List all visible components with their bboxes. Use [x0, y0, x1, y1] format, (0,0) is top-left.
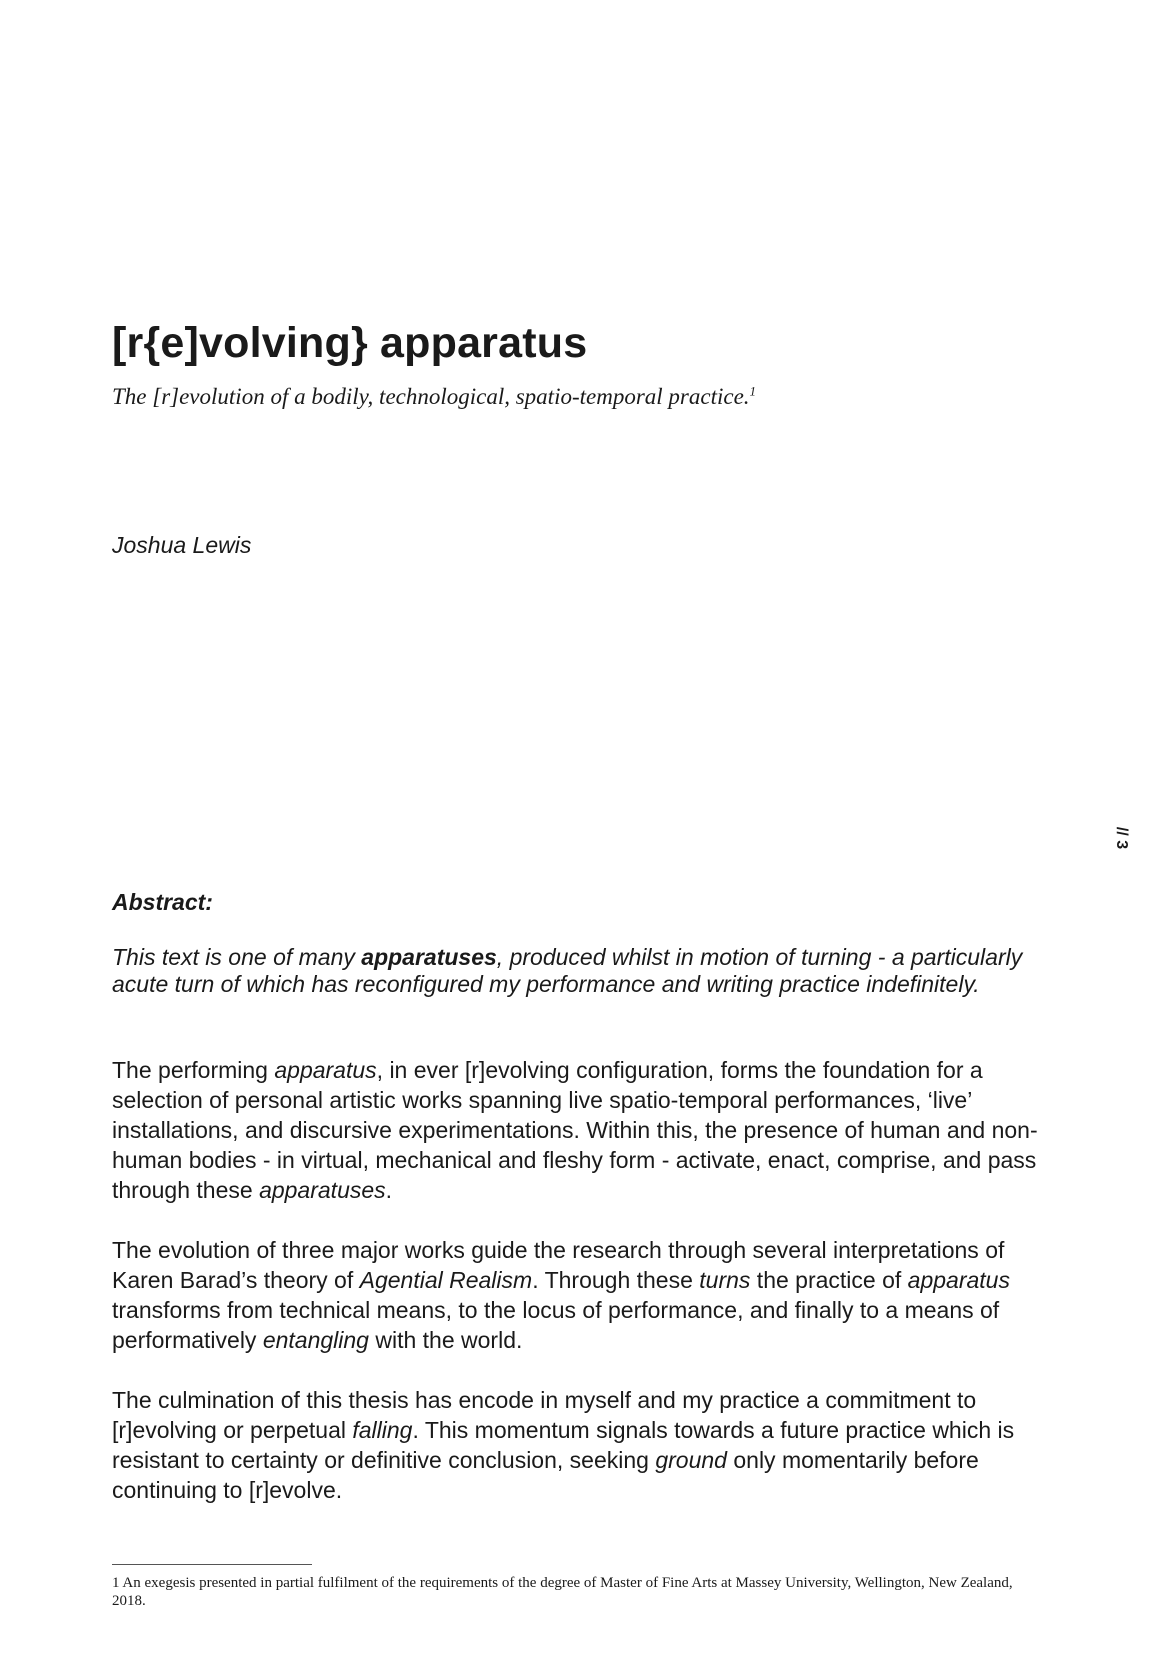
paragraph-text: transforms from technical means, to the locus of performance, and finally to a means of performatively — [112, 1297, 1000, 1353]
paragraph-emphasis: apparatus — [274, 1057, 377, 1083]
footnote-divider — [112, 1564, 312, 1565]
footnote: 1 An exegesis presented in partial fulfilment of the requirements of the degree of Master of Fine Arts at Massey University, Wellington, New Zealand, 2018. — [112, 1575, 1013, 1609]
paragraph-emphasis: apparatuses — [259, 1177, 386, 1203]
paragraph-emphasis: ground — [655, 1447, 727, 1473]
page-title: [r{e]volving} apparatus — [112, 319, 588, 367]
paragraph-text: The performing — [112, 1057, 275, 1083]
abstract-intro — [112, 944, 1072, 998]
paragraph-text: The evolution of three major works guide the research through several interpretations of Karen Barad’s theory of — [112, 1237, 1005, 1293]
intro-text: , produced whilst in motion of turning - a particularly acute turn of which has reconfigured my performance and writing practice indefinitely. — [112, 944, 1023, 997]
abstract-paragraph-3 — [112, 1385, 1072, 1505]
paragraph-text: , in ever [r]evolving configuration, forms the foundation for a selection of personal artistic works spanning live spatio-temporal performances, ‘live’ installations, and discursive experimentations. Within this, the presence of human and non-human bodies - in virtual, mechanical and fleshy form - activate, enact, comprise, and pass through these — [112, 1057, 1038, 1203]
paragraph-text: the practice of — [750, 1267, 908, 1293]
paragraph-emphasis: apparatus — [907, 1267, 1010, 1293]
paragraph-emphasis: entangling — [262, 1327, 369, 1353]
paragraph-text: The culmination of this thesis has encode in myself and my practice a commitment to [r]evolving or perpetual — [112, 1387, 977, 1443]
page-number: // 3 — [1113, 826, 1130, 850]
abstract-heading: Abstract: — [112, 889, 213, 915]
abstract-paragraph-1 — [112, 1055, 1072, 1205]
intro-text: This text is one of many — [112, 944, 362, 970]
paragraph-emphasis: Agential Realism — [359, 1267, 533, 1293]
paragraph-text: with the world. — [368, 1327, 523, 1353]
paragraph-text: only momentarily before continuing to [r]evolve. — [112, 1447, 979, 1503]
paragraph-emphasis: falling — [352, 1417, 413, 1443]
subtitle — [112, 383, 756, 411]
abstract-paragraph-2 — [112, 1235, 1072, 1355]
subtitle-text: The [r]evolution of a bodily, technological, spatio-temporal practice. — [112, 384, 750, 409]
paragraph-emphasis: turns — [699, 1267, 751, 1293]
paragraph-text: . — [385, 1177, 393, 1203]
paragraph-text: . This momentum signals towards a future practice which is resistant to certainty or definitive conclusion, seeking — [112, 1417, 1015, 1473]
paragraph-text: . Through these — [532, 1267, 700, 1293]
intro-emphasis: apparatuses — [361, 944, 497, 970]
footnote-reference: 1 — [749, 383, 757, 399]
author-name: Joshua Lewis — [112, 532, 252, 558]
